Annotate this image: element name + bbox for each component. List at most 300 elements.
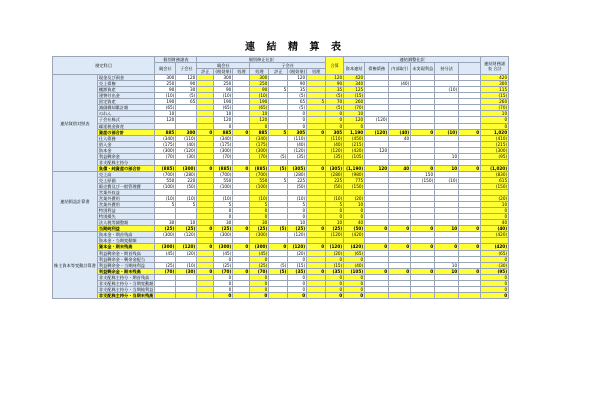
value-cell[interactable]: (175) — [155, 141, 176, 147]
value-cell[interactable]: (70) — [344, 105, 365, 111]
value-cell[interactable]: (10) — [326, 196, 344, 202]
value-cell[interactable]: (50) — [176, 183, 197, 189]
value-cell[interactable]: 40 — [481, 220, 509, 226]
value-cell[interactable]: 0 — [459, 268, 481, 274]
value-cell[interactable]: 5 — [307, 99, 326, 105]
value-cell[interactable]: (25) — [214, 262, 233, 268]
value-cell[interactable]: (40) — [389, 81, 411, 87]
value-cell[interactable]: (120) — [288, 244, 307, 250]
account-name-cell[interactable]: 売上債権 — [97, 81, 154, 87]
value-cell[interactable]: (35) — [326, 153, 344, 159]
value-cell[interactable]: 90 — [155, 87, 176, 93]
value-cell[interactable]: 0 — [250, 208, 269, 214]
value-cell[interactable]: 885 — [214, 129, 233, 135]
value-cell[interactable]: 35 — [326, 87, 344, 93]
value-cell[interactable]: 5 — [269, 129, 288, 135]
value-cell[interactable]: (40) — [481, 226, 509, 232]
value-cell[interactable]: (70) — [214, 268, 233, 274]
value-cell[interactable]: 0 — [288, 123, 307, 129]
value-cell[interactable]: (280) — [326, 171, 344, 177]
value-cell[interactable]: 0 — [288, 214, 307, 220]
value-cell[interactable]: 0 — [326, 280, 344, 286]
value-cell[interactable]: (215) — [344, 141, 365, 147]
value-cell[interactable]: 225 — [326, 177, 344, 183]
value-cell[interactable]: (300) — [250, 244, 269, 250]
value-cell[interactable]: 10 — [435, 226, 459, 232]
value-cell[interactable]: (120) — [288, 147, 307, 153]
value-cell[interactable]: 10 — [435, 165, 459, 171]
value-cell[interactable]: (10) — [155, 93, 176, 99]
value-cell[interactable]: (5) — [288, 105, 307, 111]
value-cell[interactable]: 0 — [481, 274, 509, 280]
value-cell[interactable]: 0 — [459, 129, 481, 135]
value-cell[interactable]: 0 — [389, 244, 411, 250]
value-cell[interactable]: (45) — [214, 250, 233, 256]
value-cell[interactable]: (65) — [155, 105, 176, 111]
account-name-cell[interactable]: 特別損失 — [97, 214, 154, 220]
value-cell[interactable]: 0 — [288, 286, 307, 292]
value-cell[interactable]: 0 — [459, 226, 481, 232]
value-cell[interactable]: (175) — [214, 141, 233, 147]
value-cell[interactable]: (15) — [326, 262, 344, 268]
value-cell[interactable]: 0 — [250, 280, 269, 286]
value-cell[interactable]: 0 — [214, 123, 233, 129]
value-cell[interactable]: 0 — [307, 129, 326, 135]
value-cell[interactable]: (340) — [214, 135, 233, 141]
value-cell[interactable]: 30 — [214, 220, 233, 226]
value-cell[interactable]: (420) — [344, 232, 365, 238]
value-cell[interactable]: 260 — [481, 99, 509, 105]
value-cell[interactable]: (25) — [176, 226, 197, 232]
value-cell[interactable]: 0 — [197, 129, 214, 135]
account-name-cell[interactable]: 当期純利益 — [97, 226, 154, 232]
value-cell[interactable]: (120) — [365, 129, 389, 135]
account-name-cell[interactable]: 利益剰余金・期首残高 — [97, 250, 154, 256]
value-cell[interactable]: (20) — [326, 250, 344, 256]
value-cell[interactable]: (10) — [250, 93, 269, 99]
value-cell[interactable]: 40 — [344, 220, 365, 226]
value-cell[interactable]: 0 — [250, 214, 269, 220]
account-name-cell[interactable]: 資本金 — [97, 147, 154, 153]
value-cell[interactable] — [365, 292, 389, 298]
value-cell[interactable]: 0 — [411, 244, 435, 250]
account-name-cell[interactable]: 利益剰余金・期末残高 — [97, 268, 154, 274]
value-cell[interactable]: (5) — [326, 105, 344, 111]
value-cell[interactable]: 0 — [233, 165, 250, 171]
value-cell[interactable]: 885 — [155, 129, 176, 135]
value-cell[interactable]: (980) — [344, 171, 365, 177]
value-cell[interactable]: 0 — [250, 123, 269, 129]
value-cell[interactable]: (25) — [214, 226, 233, 232]
value-cell[interactable]: 0 — [288, 256, 307, 262]
account-name-cell[interactable]: 資産の部合計 — [97, 129, 154, 135]
value-cell[interactable]: (5) — [288, 93, 307, 99]
value-cell[interactable]: (30) — [481, 262, 509, 268]
value-cell[interactable]: (1,020) — [481, 165, 509, 171]
account-name-cell[interactable]: 利益剰余金・剰余金配当 — [97, 256, 154, 262]
value-cell[interactable]: 0 — [288, 111, 307, 117]
value-cell[interactable]: (70) — [250, 268, 269, 274]
value-cell[interactable]: (5) — [269, 165, 288, 171]
value-cell[interactable]: (280) — [176, 171, 197, 177]
value-cell[interactable]: (10) — [435, 129, 459, 135]
value-cell[interactable]: (70) — [155, 268, 176, 274]
value-cell[interactable]: 120 — [365, 165, 389, 171]
account-name-cell[interactable]: 固定資産 — [97, 99, 154, 105]
value-cell[interactable]: (305) — [326, 165, 344, 171]
value-cell[interactable]: (110) — [176, 135, 197, 141]
value-cell[interactable]: 0 — [389, 268, 411, 274]
value-cell[interactable]: 0 — [307, 165, 326, 171]
value-cell[interactable]: 5 — [176, 202, 197, 208]
value-cell[interactable]: 0 — [344, 123, 365, 129]
value-cell[interactable]: (40) — [326, 141, 344, 147]
account-name-cell[interactable]: 非支配株主持分・期首残高 — [97, 274, 154, 280]
value-cell[interactable]: (120) — [326, 147, 344, 153]
value-cell[interactable]: (70) — [214, 153, 233, 159]
value-cell[interactable]: 550 — [250, 177, 269, 183]
value-cell[interactable]: 65 — [288, 99, 307, 105]
value-cell[interactable]: 0 — [250, 292, 269, 298]
account-name-cell[interactable]: 負債・純資産の部合計 — [97, 165, 154, 171]
value-cell[interactable]: 90 — [288, 81, 307, 87]
value-cell[interactable]: 300 — [214, 75, 233, 81]
value-cell[interactable]: 0 — [307, 226, 326, 232]
value-cell[interactable]: 0 — [288, 117, 307, 123]
value-cell[interactable]: 90 — [250, 87, 269, 93]
account-name-cell[interactable]: 資本金・期首残高 — [97, 232, 154, 238]
value-cell[interactable]: 10 — [435, 268, 459, 274]
value-cell[interactable]: (50) — [344, 226, 365, 232]
value-cell[interactable]: (40) — [344, 262, 365, 268]
value-cell[interactable]: 0 — [365, 268, 389, 274]
value-cell[interactable]: 10 — [214, 111, 233, 117]
value-cell[interactable]: (30) — [176, 153, 197, 159]
value-cell[interactable]: (120) — [176, 147, 197, 153]
value-cell[interactable]: 10 — [435, 262, 459, 268]
value-cell[interactable]: 0 — [481, 214, 509, 220]
value-cell[interactable]: (420) — [481, 244, 509, 250]
value-cell[interactable]: 0 — [459, 165, 481, 171]
account-name-cell[interactable]: 販売費及び一般管理費 — [97, 183, 154, 189]
value-cell[interactable]: (885) — [155, 165, 176, 171]
value-cell[interactable]: 1,020 — [481, 129, 509, 135]
value-cell[interactable]: 0 — [326, 292, 344, 298]
value-cell[interactable]: (120) — [326, 232, 344, 238]
value-cell[interactable]: (100) — [155, 183, 176, 189]
value-cell[interactable]: 190 — [214, 99, 233, 105]
value-cell[interactable]: 0 — [365, 226, 389, 232]
value-cell[interactable]: 70 — [326, 99, 344, 105]
value-cell[interactable]: (40) — [389, 129, 411, 135]
value-cell[interactable]: 5 — [250, 202, 269, 208]
value-cell[interactable]: (300) — [176, 165, 197, 171]
value-cell[interactable]: (105) — [344, 268, 365, 274]
value-cell[interactable]: 0 — [481, 123, 509, 129]
value-cell[interactable]: (5) — [269, 268, 288, 274]
value-cell[interactable]: 0 — [233, 244, 250, 250]
value-cell[interactable]: (5) — [176, 93, 197, 99]
account-name-cell[interactable]: のれん — [97, 111, 154, 117]
account-name-cell[interactable]: 建物付出金 — [97, 93, 154, 99]
value-cell[interactable]: (300) — [155, 244, 176, 250]
value-cell[interactable]: 115 — [481, 87, 509, 93]
value-cell[interactable]: 260 — [344, 99, 365, 105]
value-cell[interactable] — [459, 292, 481, 298]
value-cell[interactable]: 40 — [389, 135, 411, 141]
value-cell[interactable]: 0 — [326, 286, 344, 292]
value-cell[interactable]: 5 — [288, 202, 307, 208]
value-cell[interactable]: 5 — [214, 202, 233, 208]
value-cell[interactable]: (420) — [344, 147, 365, 153]
value-cell[interactable]: (50) — [326, 183, 344, 189]
value-cell[interactable]: 0 — [214, 286, 233, 292]
account-name-cell[interactable]: 利益剰余金 — [97, 153, 154, 159]
value-cell[interactable] — [233, 292, 250, 298]
account-name-cell[interactable]: 非支配株主持分・当期変動額 — [98, 280, 154, 286]
value-cell[interactable]: 305 — [288, 129, 307, 135]
value-cell[interactable] — [411, 292, 435, 298]
value-cell[interactable]: 0 — [197, 226, 214, 232]
account-name-cell[interactable]: 棚卸資産 — [97, 87, 154, 93]
value-cell[interactable] — [155, 292, 176, 298]
value-cell[interactable]: 250 — [250, 81, 269, 87]
value-cell[interactable]: 90 — [214, 87, 233, 93]
value-cell[interactable]: (300) — [214, 232, 233, 238]
value-cell[interactable]: (105) — [344, 153, 365, 159]
value-cell[interactable]: 5 — [269, 177, 288, 183]
value-cell[interactable]: 0 — [326, 274, 344, 280]
value-cell[interactable]: 885 — [250, 129, 269, 135]
value-cell[interactable]: 120 — [365, 147, 389, 153]
value-cell[interactable]: 0 — [288, 292, 307, 298]
value-cell[interactable]: (120) — [176, 232, 197, 238]
value-cell[interactable]: 190 — [155, 99, 176, 105]
value-cell[interactable]: 0 — [326, 208, 344, 214]
value-cell[interactable]: 10 — [481, 202, 509, 208]
value-cell[interactable]: 0 — [214, 280, 233, 286]
value-cell[interactable]: 65 — [176, 99, 197, 105]
value-cell[interactable]: 0 — [326, 117, 344, 123]
account-name-cell[interactable]: 営業外費用 — [97, 196, 154, 202]
value-cell[interactable]: 300 — [481, 81, 509, 87]
value-cell[interactable]: (25) — [155, 226, 176, 232]
value-cell[interactable]: (5) — [269, 226, 288, 232]
value-cell[interactable]: (10) — [176, 196, 197, 202]
value-cell[interactable]: 0 — [344, 292, 365, 298]
value-cell[interactable]: (700) — [250, 171, 269, 177]
value-cell[interactable]: (40) — [176, 141, 197, 147]
value-cell[interactable]: (25) — [288, 226, 307, 232]
account-name-cell[interactable]: 利益剰余金・当期純利益 — [97, 262, 154, 268]
account-name-cell[interactable]: 非支配株主持分・当期純利益 — [98, 286, 154, 292]
value-cell[interactable]: (885) — [250, 165, 269, 171]
value-cell[interactable]: (10) — [288, 196, 307, 202]
value-cell[interactable]: (15) — [344, 93, 365, 99]
value-cell[interactable]: (25) — [155, 262, 176, 268]
value-cell[interactable]: (10) — [214, 196, 233, 202]
value-cell[interactable]: (65) — [344, 250, 365, 256]
value-cell[interactable]: 550 — [214, 177, 233, 183]
value-cell[interactable]: 0 — [459, 244, 481, 250]
value-cell[interactable]: (175) — [250, 141, 269, 147]
value-cell[interactable]: (35) — [288, 268, 307, 274]
value-cell[interactable]: 40 — [389, 165, 411, 171]
value-cell[interactable]: 550 — [155, 177, 176, 183]
value-cell[interactable]: 90 — [326, 81, 344, 87]
account-name-cell[interactable]: 売上高 — [97, 171, 154, 177]
value-cell[interactable]: (420) — [344, 244, 365, 250]
value-cell[interactable]: 0 — [233, 129, 250, 135]
value-cell[interactable]: 0 — [481, 280, 509, 286]
value-cell[interactable]: (700) — [214, 171, 233, 177]
value-cell[interactable]: (10) — [176, 262, 197, 268]
value-cell[interactable]: 340 — [344, 81, 365, 87]
value-cell[interactable]: 35 — [288, 87, 307, 93]
value-cell[interactable]: (65) — [481, 250, 509, 256]
value-cell[interactable]: 0 — [344, 274, 365, 280]
value-cell[interactable]: 0 — [344, 256, 365, 262]
value-cell[interactable]: 190 — [250, 99, 269, 105]
value-cell[interactable]: 10 — [344, 111, 365, 117]
account-name-cell[interactable]: 特別利益 — [97, 208, 154, 214]
value-cell[interactable]: 120 — [214, 117, 233, 123]
value-cell[interactable]: 0 — [481, 286, 509, 292]
value-cell[interactable]: 0 — [307, 244, 326, 250]
value-cell[interactable]: (830) — [481, 171, 509, 177]
value-cell[interactable]: 0 — [435, 244, 459, 250]
account-name-cell[interactable]: 売上原価 — [97, 177, 154, 183]
value-cell[interactable]: 0 — [288, 208, 307, 214]
value-cell[interactable]: (100) — [214, 183, 233, 189]
value-cell[interactable]: (700) — [155, 171, 176, 177]
account-name-cell[interactable]: 仕入債務 — [97, 135, 154, 141]
value-cell[interactable]: (215) — [481, 141, 509, 147]
value-cell[interactable]: (15) — [481, 93, 509, 99]
value-cell[interactable]: 0 — [344, 214, 365, 220]
value-cell[interactable]: (300) — [155, 232, 176, 238]
value-cell[interactable]: 120 — [176, 75, 197, 81]
value-cell[interactable]: 0 — [411, 226, 435, 232]
account-name-cell[interactable]: 繰延税金資産 — [97, 123, 154, 129]
value-cell[interactable]: (1,190) — [344, 165, 365, 171]
value-cell[interactable]: (120) — [326, 244, 344, 250]
value-cell[interactable]: 150 — [411, 171, 435, 177]
value-cell[interactable]: 775 — [344, 177, 365, 183]
value-cell[interactable]: 0 — [481, 256, 509, 262]
value-cell[interactable]: (300) — [214, 147, 233, 153]
value-cell[interactable]: (110) — [288, 135, 307, 141]
value-cell[interactable]: (150) — [344, 183, 365, 189]
value-cell[interactable]: (150) — [411, 177, 435, 183]
value-cell[interactable]: (300) — [481, 147, 509, 153]
value-cell[interactable]: (10) — [250, 196, 269, 202]
value-cell[interactable]: 5 — [155, 202, 176, 208]
value-cell[interactable]: (300) — [250, 147, 269, 153]
value-cell[interactable]: 615 — [481, 177, 509, 183]
value-cell[interactable]: 30 — [155, 220, 176, 226]
value-cell[interactable]: (25) — [250, 262, 269, 268]
value-cell[interactable]: 0 — [233, 268, 250, 274]
value-cell[interactable]: 0 — [214, 274, 233, 280]
value-cell[interactable]: 90 — [176, 81, 197, 87]
value-cell[interactable]: (10) — [435, 87, 459, 93]
value-cell[interactable]: (35) — [288, 153, 307, 159]
value-cell[interactable]: 220 — [176, 177, 197, 183]
value-cell[interactable]: (420) — [481, 232, 509, 238]
value-cell[interactable]: (110) — [326, 135, 344, 141]
value-cell[interactable]: 300 — [176, 129, 197, 135]
value-cell[interactable]: (95) — [481, 268, 509, 274]
value-cell[interactable] — [176, 292, 197, 298]
value-cell[interactable]: 30 — [176, 87, 197, 93]
value-cell[interactable]: 0 — [288, 280, 307, 286]
value-cell[interactable]: (20) — [176, 250, 197, 256]
value-cell[interactable]: (150) — [481, 183, 509, 189]
value-cell[interactable] — [307, 292, 326, 298]
value-cell[interactable]: (25) — [326, 226, 344, 232]
value-cell[interactable]: 0 — [233, 226, 250, 232]
value-cell[interactable]: 420 — [344, 75, 365, 81]
value-cell[interactable]: (885) — [214, 165, 233, 171]
value-cell[interactable]: 0 — [214, 208, 233, 214]
value-cell[interactable] — [435, 292, 459, 298]
value-cell[interactable]: 0 — [481, 292, 509, 298]
value-cell[interactable]: (120) — [288, 232, 307, 238]
value-cell[interactable]: (65) — [214, 105, 233, 111]
value-cell[interactable]: 300 — [155, 75, 176, 81]
value-cell[interactable]: 0 — [326, 214, 344, 220]
value-cell[interactable]: 420 — [481, 75, 509, 81]
value-cell[interactable]: 0 — [481, 208, 509, 214]
account-name-cell[interactable]: 資本金・期末残高 — [97, 244, 154, 250]
value-cell[interactable]: 0 — [411, 165, 435, 171]
account-name-cell[interactable]: 営業外収益 — [97, 190, 154, 196]
value-cell[interactable]: 0 — [197, 268, 214, 274]
value-cell[interactable]: 0 — [288, 274, 307, 280]
value-cell[interactable]: 0 — [326, 111, 344, 117]
value-cell[interactable]: 125 — [344, 87, 365, 93]
value-cell[interactable]: (100) — [250, 183, 269, 189]
value-cell[interactable]: 10 — [344, 202, 365, 208]
value-cell[interactable]: 300 — [250, 75, 269, 81]
value-cell[interactable]: 120 — [344, 117, 365, 123]
value-cell[interactable]: 0 — [214, 214, 233, 220]
value-cell[interactable]: 0 — [344, 208, 365, 214]
value-cell[interactable]: 5 — [269, 87, 288, 93]
value-cell[interactable]: 10 — [435, 153, 459, 159]
value-cell[interactable]: 0 — [197, 165, 214, 171]
value-cell[interactable]: (45) — [155, 250, 176, 256]
value-cell[interactable]: (300) — [214, 244, 233, 250]
value-cell[interactable]: (410) — [481, 135, 509, 141]
value-cell[interactable]: (120) — [176, 244, 197, 250]
value-cell[interactable]: (70) — [250, 153, 269, 159]
value-cell[interactable]: 0 — [344, 280, 365, 286]
value-cell[interactable]: 0 — [326, 123, 344, 129]
value-cell[interactable]: 0 — [197, 244, 214, 250]
value-cell[interactable]: (10) — [214, 93, 233, 99]
account-name-cell[interactable]: 非支配株主持分・当期末残高 — [98, 292, 154, 298]
value-cell[interactable]: (20) — [344, 196, 365, 202]
value-cell[interactable]: (450) — [344, 135, 365, 141]
value-cell[interactable]: 0 — [250, 256, 269, 262]
value-cell[interactable]: (40) — [288, 141, 307, 147]
value-cell[interactable]: 1,190 — [344, 129, 365, 135]
value-cell[interactable] — [269, 292, 288, 298]
value-cell[interactable]: (25) — [250, 226, 269, 232]
value-cell[interactable]: (45) — [250, 250, 269, 256]
